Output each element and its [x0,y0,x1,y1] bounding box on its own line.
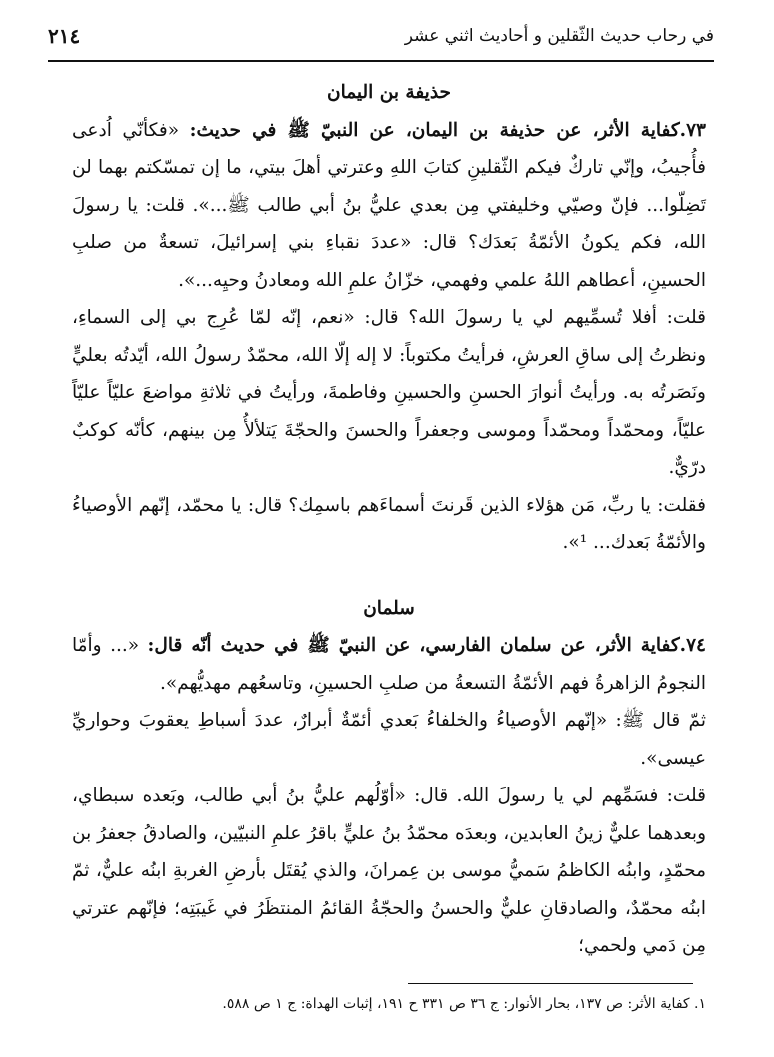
hadith-74-source: ٧٤.كفاية الأثر، عن سلمان الفارسي، عن النبيّ ﷺ في حديث أنّه قال: [147,635,706,656]
section-title-salman: سلمان [363,597,415,619]
hadith-74 [72,627,706,702]
footnote-divider [408,983,693,984]
hadith-73-text: «فكأنّي اُدعى فأُجيبُ، وإنّي تاركٌ فيكم الثّقلينِ كتابَ اللهِ وعترتي أهلَ بيتي، ما إن تمسّكتم بهما لن تَضِلّوا... فإنّ وصيّي وخليفتي مِن بعدي عليُّ بنُ أبي طالب ﷺ...». قلت: يا رسولَ الله، فكم يكونُ الأئمّةُ بَعدَك؟ قال: «عددَ نقباءِ بني إسرائيلَ، تسعةٌ من صلبِ الحسينِ، أعطاهم اللهُ علمي وفهمي، خزّانُ علمِ الله ومعادنُ وحيِه...». [72,119,706,291]
hadith-73 [72,112,706,300]
page-header [48,18,714,62]
section-title-hudhayfa: حذيفة بن اليمان [327,82,451,103]
paragraph: فقلت: يا ربِّ، مَن هؤلاء الذين قَرنتَ أسماءَهم باسمِك؟ قال: يا محمّد، إنّهم الأوصياءُ والأئمّةُ بَعدك... ¹». [72,494,706,553]
hadith-74-text: «... وأمّا النجومُ الزاهرةُ فهم الأئمّةُ التسعةُ من صلبِ الحسينِ، وتاسعُهم مهديُّهم». [72,635,706,694]
paragraph: ثمّ قال ﷺ: «إنّهم الأوصياءُ والخلفاءُ بَعدي أئمّةٌ أبرارٌ، عددَ أسباطِ يعقوبَ وحواريِّ عيسى». [72,710,706,769]
page-number: ٢١٤ [48,24,81,48]
paragraph: قلت: فسَمِّهم لي يا رسولَ الله. قال: «أوّلُهم عليُّ بنُ أبي طالب، وبَعده سبطاي، وبعدهما عليٌّ زينُ العابدين، وبعدَه محمّدُ بنُ عليٍّ باقرُ علمِ النبيّين، والصادقُ جعفرُ بن محمّدٍ، وابنُه الكاظمُ سَميُّ موسى بن عِمرانَ، والذي يُقتَل بأرضِ الغربةِ ابنُه عليٌّ، ثمّ ابنُه محمّدٌ، والصادقانِ عليٌّ والحسنُ والحجّةُ القائمُ المنتظَرُ في غَيبَتِه؛ فإنّهم عترتي مِن دَمي ولحمي؛ [72,785,706,956]
footnote: ١. كفاية الأثر: ص ١٣٧، بحار الأنوار: ج ٣٦ ص ٣٣١ ح ١٩١، إثبات الهداة: ج ١ ص ٥٨٨. [222,996,706,1012]
hadith-73-source: ٧٣.كفاية الأثر، عن حذيفة بن اليمان، عن النبيّ ﷺ في حديث: [189,119,706,141]
running-title: في رحاب حديث الثّقلين و أحاديث اثني عشر [404,26,714,46]
section-gap [72,562,706,586]
page-body [72,70,706,965]
paragraph: قلت: أفلا تُسمِّيهم لي يا رسولَ الله؟ قال: «نعم، إنّه لمّا عُرِج بي إلى السماءِ، ونظرتُ إلى ساقِ العرشِ، فرأيتُ مكتوباً: لا إله إلّا الله، محمّدٌ رسولُ الله، أيّدتُه بعليٍّ ونَصَرتُه به. ورأيتُ أنوارَ الحسنِ والحسينِ وفاطمةَ، ورأيتُ في ثلاثةِ مواضعَ عليّاً عليّاً عليّاً، ومحمّداً ومحمّداً وموسى وجعفراً والحسنَ والحجّةَ يَتلألأُ مِن بينهم، كأنّه كوكبٌ درّيٌّ. [72,307,706,478]
